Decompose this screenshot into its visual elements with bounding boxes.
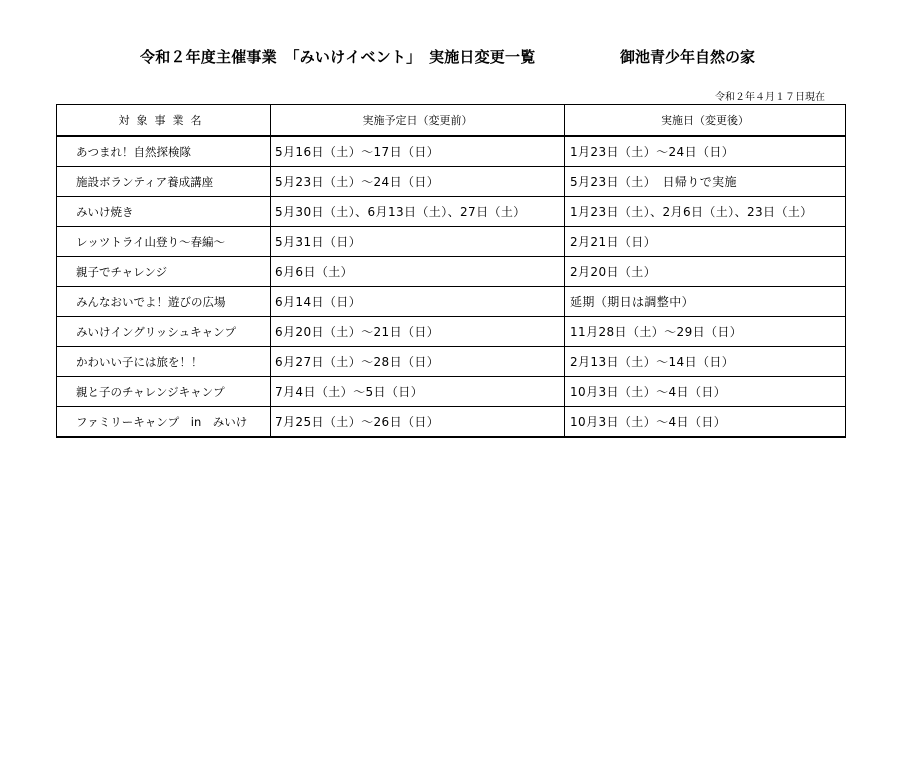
table-row <box>57 377 846 407</box>
date-before-cell: 6月14日（日） <box>271 287 565 317</box>
date-after-cell: 10月3日（土）～4日（日） <box>565 377 846 407</box>
table-header-row <box>57 105 846 137</box>
as-of-date: 令和２年４月１７日現在 <box>715 92 825 103</box>
event-name-cell: 親と子のチャレンジキャンプ <box>57 377 271 407</box>
table-row <box>57 287 846 317</box>
schedule-change-table <box>56 104 846 438</box>
organization-name: 御池青少年自然の家 <box>620 48 756 66</box>
date-after-cell: 2月21日（日） <box>565 227 846 257</box>
date-before-cell: 6月27日（土）～28日（日） <box>271 347 565 377</box>
event-name-cell: あつまれ！自然探検隊 <box>57 136 271 167</box>
date-before-cell: 6月6日（土） <box>271 257 565 287</box>
date-before-cell: 5月16日（土）～17日（日） <box>271 136 565 167</box>
date-after-cell: 2月20日（土） <box>565 257 846 287</box>
date-after-cell: 1月23日（土）、2月6日（土）、23日（土） <box>565 197 846 227</box>
event-name-cell: 施設ボランティア養成講座 <box>57 167 271 197</box>
event-name-cell: みいけ焼き <box>57 197 271 227</box>
table-row <box>57 197 846 227</box>
table-row <box>57 227 846 257</box>
date-before-cell: 7月25日（土）～26日（日） <box>271 407 565 438</box>
event-name-cell: みんなおいでよ！遊びの広場 <box>57 287 271 317</box>
table-row <box>57 167 846 197</box>
date-before-cell: 7月4日（土）～5日（日） <box>271 377 565 407</box>
table-row <box>57 257 846 287</box>
document-title-row <box>0 46 917 70</box>
column-header-date-before: 実施予定日（変更前） <box>271 105 565 137</box>
date-before-cell: 6月20日（土）～21日（日） <box>271 317 565 347</box>
date-after-cell: 10月3日（土）～4日（日） <box>565 407 846 438</box>
date-after-cell: 延期（期日は調整中） <box>565 287 846 317</box>
document-title: 令和２年度主催事業 「みいけイベント」 実施日変更一覧 <box>140 48 536 66</box>
date-after-cell: 2月13日（土）～14日（日） <box>565 347 846 377</box>
column-header-date-after: 実施日（変更後） <box>565 105 846 137</box>
table-row <box>57 407 846 438</box>
table-row <box>57 136 846 167</box>
column-header-event-name: 対象事業名 <box>57 105 271 137</box>
date-after-cell: 11月28日（土）～29日（日） <box>565 317 846 347</box>
date-before-cell: 5月31日（日） <box>271 227 565 257</box>
date-after-cell: 1月23日（土）～24日（日） <box>565 136 846 167</box>
date-before-cell: 5月30日（土）、6月13日（土）、27日（土） <box>271 197 565 227</box>
event-name-cell: みいけイングリッシュキャンプ <box>57 317 271 347</box>
table-row <box>57 347 846 377</box>
event-name-cell: 親子でチャレンジ <box>57 257 271 287</box>
table-row <box>57 317 846 347</box>
date-before-cell: 5月23日（土）～24日（日） <box>271 167 565 197</box>
event-name-cell: レッツトライ山登り～春編～ <box>57 227 271 257</box>
date-after-cell: 5月23日（土） 日帰りで実施 <box>565 167 846 197</box>
event-name-cell: かわいい子には旅を！！ <box>57 347 271 377</box>
event-name-cell: ファミリーキャンプ in みいけ <box>57 407 271 438</box>
